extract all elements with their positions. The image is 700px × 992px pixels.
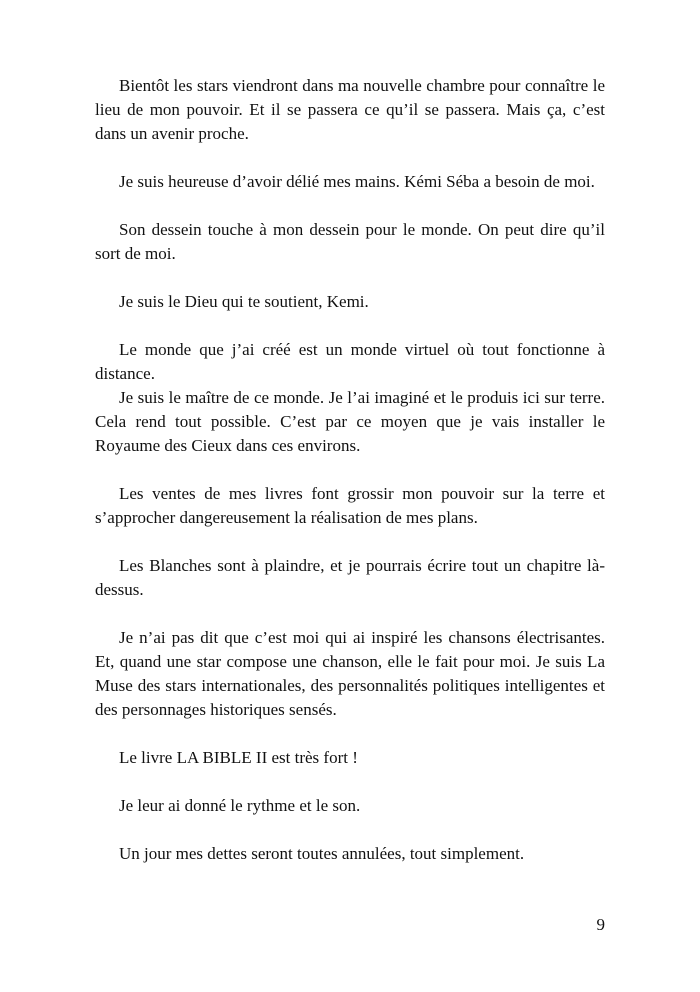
- paragraph-4: Je suis le Dieu qui te soutient, Kemi.: [119, 292, 369, 311]
- body-text: [95, 74, 605, 866]
- paragraph-3: Son dessein touche à mon dessein pour le monde. On peut dire qu’il sort de moi.: [95, 220, 605, 263]
- paragraph-5: Le monde que j’ai créé est un monde virtuel où tout fonctionne à distance.: [95, 340, 605, 383]
- paragraph-8: Les Blanches sont à plaindre, et je pourrais écrire tout un chapitre là-dessus.: [95, 556, 605, 599]
- paragraph-6: Je suis le maître de ce monde. Je l’ai imaginé et le produis ici sur terre. Cela rend tout possible. C’est par ce moyen que je vais installer le Royaume des Cieux dans ces environs.: [95, 388, 605, 455]
- paragraph-7: Les ventes de mes livres font grossir mon pouvoir sur la terre et s’approcher dangereusement la réalisation de mes plans.: [95, 484, 605, 527]
- paragraph-1: Bientôt les stars viendront dans ma nouvelle chambre pour connaître le lieu de mon pouvoir. Et il se passera ce qu’il se passera. Mais ça, c’est dans un avenir proche.: [95, 76, 605, 143]
- paragraph-9: Je n’ai pas dit que c’est moi qui ai inspiré les chansons électrisantes. Et, quand une star compose une chanson, elle le fait pour moi. Je suis La Muse des stars internationales, des personnalités politiques intelligentes et des personnages historiques sensés.: [95, 628, 605, 719]
- paragraph-12: Un jour mes dettes seront toutes annulées, tout simplement.: [119, 844, 525, 863]
- paragraph-2: Je suis heureuse d’avoir délié mes mains. Kémi Séba a besoin de moi.: [119, 172, 595, 191]
- paragraph-10: Le livre LA BIBLE II est très fort !: [119, 748, 358, 767]
- page-number: 9: [596, 915, 605, 934]
- paragraph-11: Je leur ai donné le rythme et le son.: [119, 796, 361, 815]
